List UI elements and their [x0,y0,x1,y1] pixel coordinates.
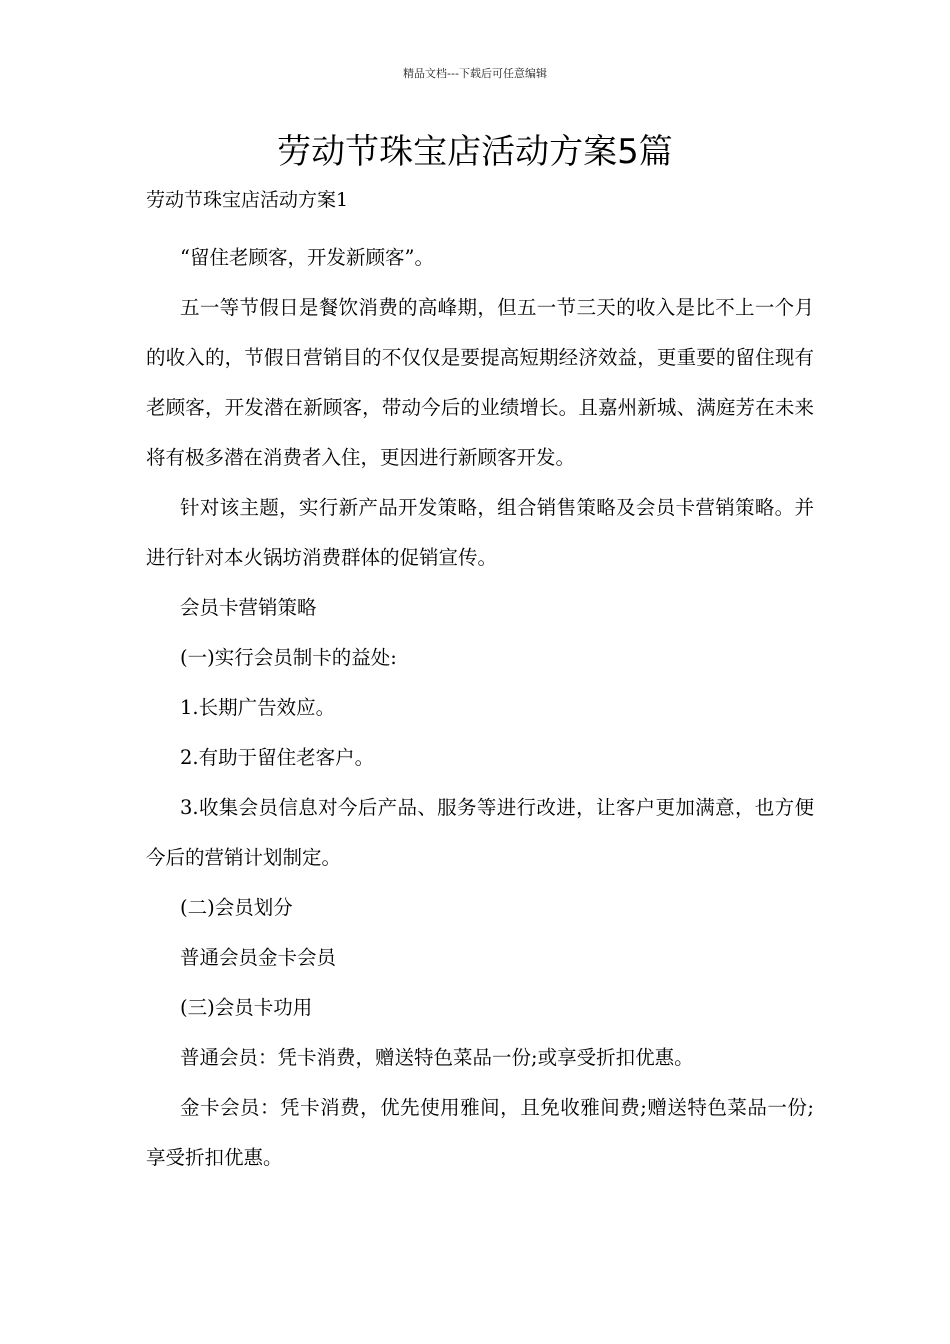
document-body [146,233,814,1183]
paragraph: 3.收集会员信息对今后产品、服务等进行改进，让客户更加满意，也方便今后的营销计划制定。 [146,796,814,869]
paragraph: “留住老顾客，开发新顾客”。 [180,246,434,269]
paragraph: 普通会员金卡会员 [180,946,337,969]
paragraph: 五一等节假日是餐饮消费的高峰期，但五一节三天的收入是比不上一个月的收入的，节假日营销目的不仅仅是要提高短期经济效益，更重要的留住现有老顾客，开发潜在新顾客，带动今后的业绩增长。且嘉州新城、满庭芳在未来将有极多潜在消费者入住，更因进行新顾客开发。 [146,296,814,469]
paragraph: 金卡会员：凭卡消费，优先使用雅间，且免收雅间费;赠送特色菜品一份;享受折扣优惠。 [146,1096,814,1169]
paragraph: 2.有助于留住老客户。 [180,746,375,769]
paragraph: 1.长期广告效应。 [180,696,336,719]
paragraph: 普通会员：凭卡消费，赠送特色菜品一份;或享受折扣优惠。 [180,1046,694,1069]
section-subtitle: 劳动节珠宝店活动方案1 [146,189,349,211]
paragraph: (三)会员卡功用 [180,996,313,1019]
paragraph: 针对该主题，实行新产品开发策略，组合销售策略及会员卡营销策略。并进行针对本火锅坊消费群体的促销宣传。 [146,496,814,569]
paragraph: (一)实行会员制卡的益处: [180,646,397,669]
paragraph: 会员卡营销策略 [180,596,317,619]
document-title: 劳动节珠宝店活动方案5篇 [277,132,673,172]
paragraph: (二)会员划分 [180,896,293,919]
header-note: 精品文档---下载后可任意编辑 [403,67,547,80]
